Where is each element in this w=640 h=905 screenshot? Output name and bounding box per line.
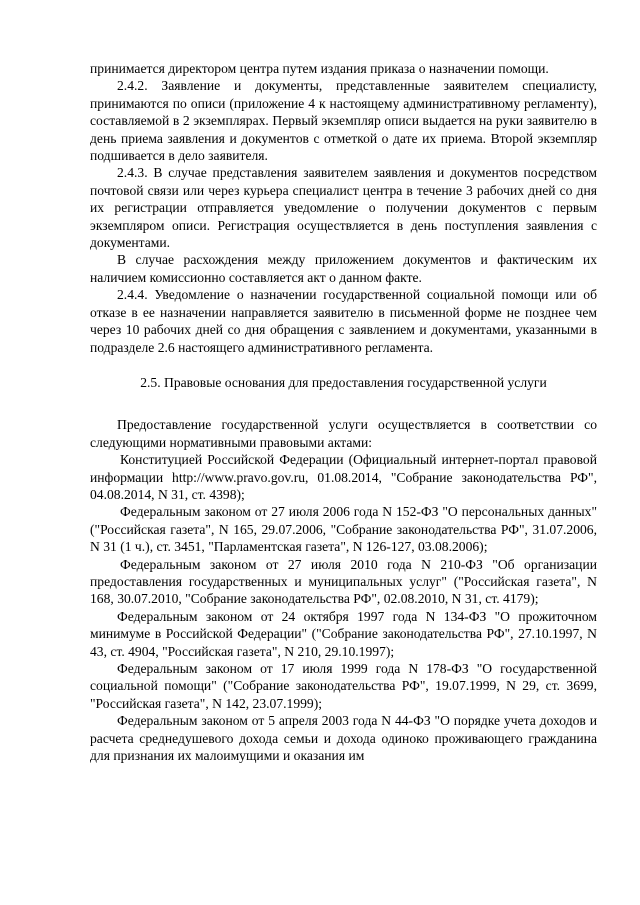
paragraph-discrepancy: В случае расхождения между приложением документов и фактическим их наличием комиссионно составляется акт о данном факте. xyxy=(90,252,597,285)
law-item-178fz: Федеральным законом от 17 июля 1999 года N 178-ФЗ "О государственной социальной помощи" ("Собрание законодательства РФ", 19.07.1999, N 29, ст. 3699, "Российская газета", N 142, 23.07.1999); xyxy=(90,661,597,711)
paragraph-continuation: принимается директором центра путем издания приказа о назначении помощи. xyxy=(90,61,549,76)
paragraph-2-4-2: 2.4.2. Заявление и документы, представленные заявителем специалисту, принимаются по описи (приложение 4 к настоящему административному регламенту), составляемой в 2 экземплярах. Первый экземпляр описи выдается на руки заявителю в день приема заявления и документов с отметкой о дате их приема. Второй экземпляр подшивается в дело заявителя. xyxy=(90,78,597,164)
paragraph-2-4-4: 2.4.4. Уведомление о назначении государственной социальной помощи или об отказе в ее назначении направляется заявителю в письменной форме не позднее чем через 10 рабочих дней со дня обращения с заявлением и документами, указанными в подразделе 2.6 настоящего административного регламента. xyxy=(90,287,597,355)
paragraph-intro: Предоставление государственной услуги осуществляется в соответствии со следующими нормативными правовыми актами: xyxy=(90,417,597,450)
law-item-constitution: Конституцией Российской Федерации (Официальный интернет-портал правовой информации http://www.pravo.gov.ru, 01.08.2014, "Собрание законодательства РФ", 04.08.2014, N 31, ст. 4398); xyxy=(90,452,597,502)
law-item-152fz: Федеральным законом от 27 июля 2006 года N 152-ФЗ "О персональных данных" ("Российская газета", N 165, 29.07.2006, "Собрание законодательства РФ", 31.07.2006, N 31 (1 ч.), ст. 3451, "Парламентская газета", N 126-127, 03.08.2006); xyxy=(90,504,597,555)
document-page xyxy=(90,60,597,764)
section-heading: 2.5. Правовые основания для предоставления государственной услуги xyxy=(140,374,547,390)
law-item-44fz: Федеральным законом от 5 апреля 2003 года N 44-ФЗ "О порядке учета доходов и расчета среднедушевого дохода семьи и дохода одиноко проживающего гражданина для признания их малоимущими и оказания им xyxy=(90,713,597,764)
spacer xyxy=(90,391,597,416)
law-item-210fz: Федеральным законом от 27 июля 2010 года N 210-ФЗ "Об организации предоставления государственных и муниципальных услуг" ("Российская газета", N 168, 30.07.2010, "Собрание законодательства РФ", 02.08.2010, N 31, ст. 4179); xyxy=(90,556,597,607)
spacer xyxy=(90,356,597,374)
law-item-134fz: Федеральным законом от 24 октября 1997 года N 134-ФЗ "О прожиточном минимуме в Российской Федерации" ("Собрание законодательства РФ", 27.10.1997, N 43, ст. 4904, "Российская газета", N 210, 29.10.1997); xyxy=(90,608,597,659)
paragraph-2-4-3: 2.4.3. В случае представления заявителем заявления и документов посредством почтовой связи или через курьера специалист центра в течение 3 рабочих дней со дня их регистрации отправляется уведомление о получении документов с первым экземпляром описи. Регистрация осуществляется в день поступления заявления с документами. xyxy=(90,165,597,251)
